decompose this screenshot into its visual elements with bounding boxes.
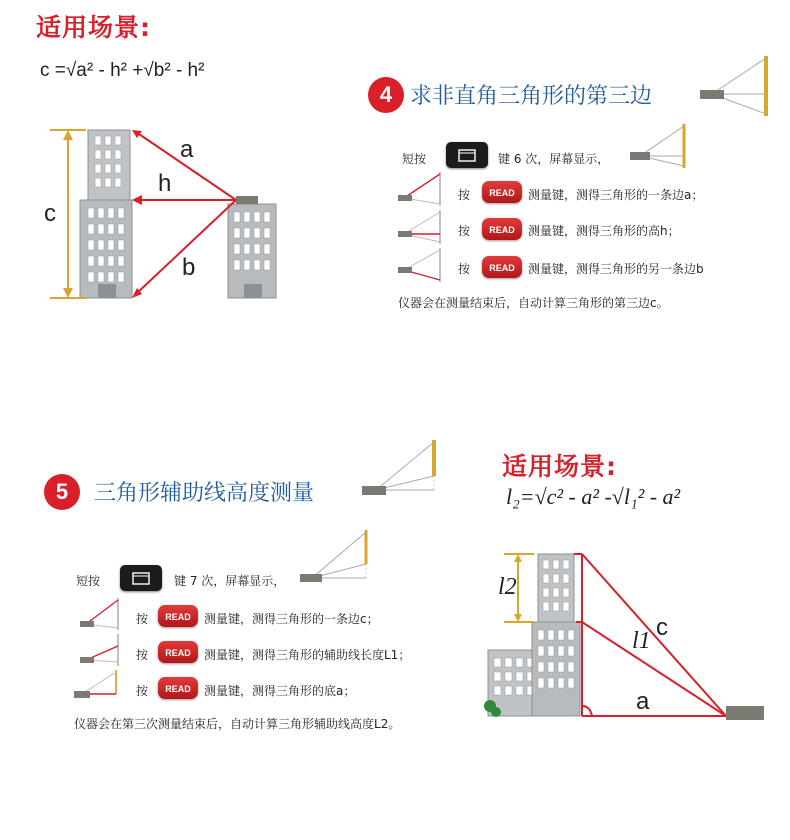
- section4-step3-icon: [396, 246, 444, 284]
- section5-function-key[interactable]: [120, 565, 162, 591]
- section4-step2-icon: [396, 208, 444, 246]
- function-key-icon: [446, 142, 488, 168]
- section5-step3-read-button[interactable]: READ: [158, 677, 198, 699]
- section5-step1-read-button[interactable]: READ: [158, 605, 198, 627]
- section4-step2-text: 测量键，测得三角形的高h；: [528, 224, 680, 238]
- section4-title: 求非直角三角形的第三边: [410, 84, 653, 109]
- section5-step1-text: 测量键，测得三角形的一条边c；: [204, 612, 379, 626]
- label-h-top: h: [158, 170, 172, 197]
- section5-press-prefix: 短按: [76, 574, 101, 588]
- bottom-diagram: [476, 546, 776, 726]
- section5-press-suffix: 键 7 次，屏幕显示，: [174, 574, 286, 588]
- right-building: [228, 204, 276, 298]
- function-key-icon: [120, 565, 162, 591]
- label-b-top: b: [182, 254, 196, 281]
- section5-footer: 仪器会在第三次测量结束后，自动计算三角形辅助线高度L2。: [74, 717, 401, 731]
- section5-step2-icon: [78, 632, 126, 668]
- label-c-top: c: [44, 200, 56, 227]
- section5-step3-text: 测量键，测得三角形的底a；: [204, 684, 356, 698]
- laser-device-bottom: [726, 706, 764, 720]
- section5-title: 三角形辅助线高度测量: [94, 481, 315, 506]
- top-scenario-title: 适用场景:: [36, 13, 151, 42]
- section4-step1-icon: [396, 170, 444, 208]
- section5-title-diagram: [362, 438, 442, 500]
- section4-title-diagram: [700, 52, 775, 120]
- section4-press-suffix: 键 6 次，屏幕显示，: [498, 152, 610, 166]
- top-diagram: [40, 120, 290, 305]
- small-building: [484, 650, 538, 717]
- section4-step2-read-button[interactable]: READ: [482, 218, 522, 240]
- section4-function-key[interactable]: [446, 142, 488, 168]
- section4-step1-read-button[interactable]: READ: [482, 181, 522, 203]
- section4-step2-prefix: 按: [458, 224, 471, 238]
- section5-screen-icon: [300, 528, 374, 586]
- section5-step3-prefix: 按: [136, 684, 149, 698]
- section5-step2-text: 测量键，测得三角形的辅助线长度L1；: [204, 648, 411, 662]
- label-c-bottom: c: [656, 614, 668, 641]
- section4-press-prefix: 短按: [402, 152, 427, 166]
- tall-building: [80, 130, 132, 298]
- section5-step1-icon: [78, 596, 126, 632]
- section5-step2-prefix: 按: [136, 648, 149, 662]
- section4-screen-icon: [630, 122, 690, 170]
- section5-step3-icon: [72, 668, 126, 704]
- bottom-scenario-title: 适用场景:: [502, 452, 617, 481]
- laser-device: [236, 196, 258, 204]
- section5-step2-read-button[interactable]: READ: [158, 641, 198, 663]
- section4-footer: 仪器会在测量结束后，自动计算三角形的第三边c。: [398, 296, 669, 310]
- section4-number: 4: [368, 77, 404, 113]
- section4-step3-text: 测量键，测得三角形的另一条边b: [528, 262, 704, 276]
- label-l2: l2: [498, 574, 517, 600]
- label-l1: l1: [632, 628, 651, 654]
- bottom-formula: l₂=√c² - a² -√l₁² - a²: [506, 484, 681, 509]
- section4-step3-prefix: 按: [458, 262, 471, 276]
- section4-step1-text: 测量键，测得三角形的一条边a；: [528, 188, 704, 202]
- section4-step3-read-button[interactable]: READ: [482, 256, 522, 278]
- top-formula: c =√a² - h² +√b² - h²: [40, 60, 205, 81]
- section4-step1-prefix: 按: [458, 188, 471, 202]
- section5-step1-prefix: 按: [136, 612, 149, 626]
- label-a-bottom: a: [636, 688, 650, 715]
- tall-building-bottom: [532, 554, 580, 716]
- section5-number: 5: [44, 474, 80, 510]
- label-a-top: a: [180, 136, 194, 163]
